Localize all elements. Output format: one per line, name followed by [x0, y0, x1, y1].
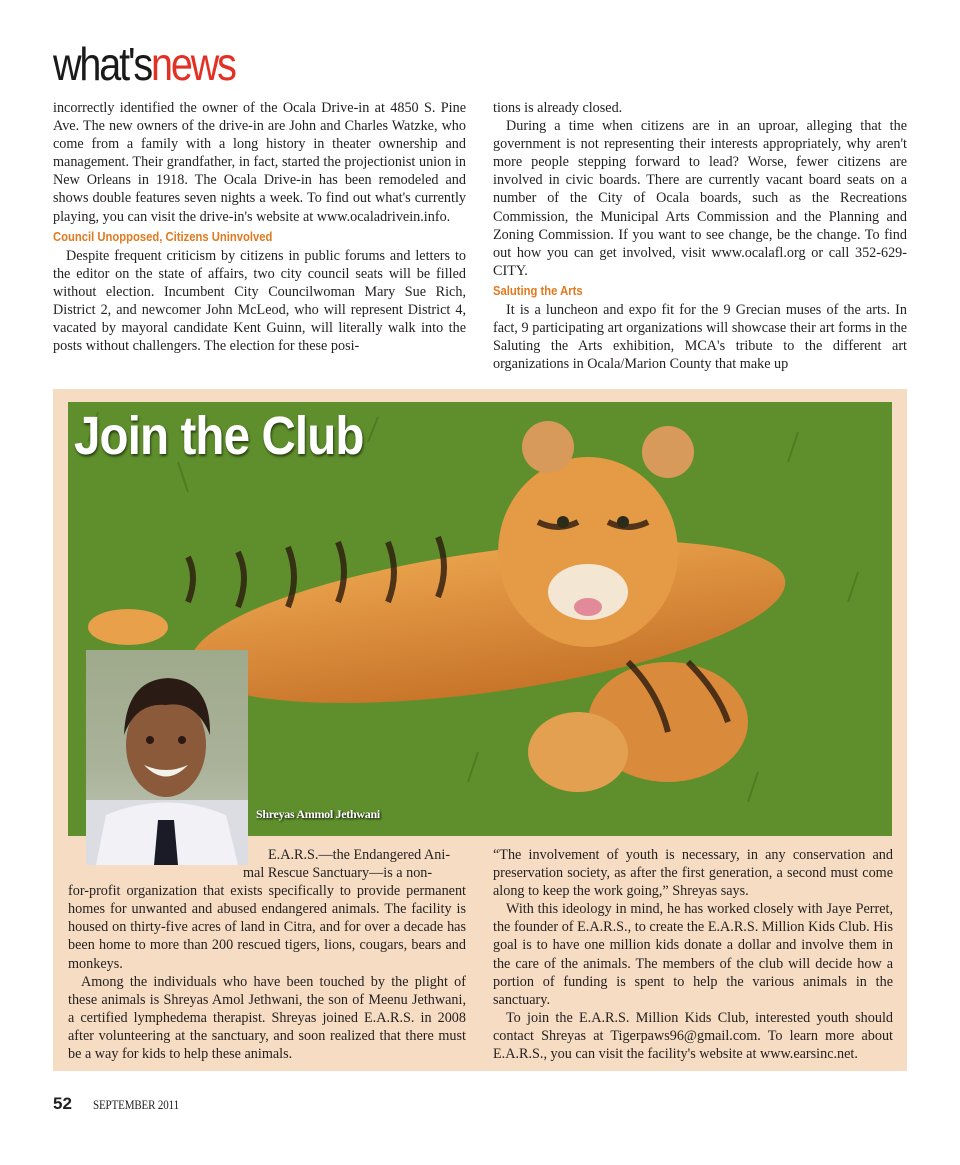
- paragraph: With this ideology in mind, he has worked closely with Jaye Perret, the founder of E.A.R.S., to create the E.A.R.S. Million Kids Club. His goal is to have one million kids donate a dollar and involve them in the care of the animals. The members of the club will decide how a portion of funding is spent to help the various animals in the sanctuary.: [493, 901, 893, 1008]
- masthead-news: news: [150, 38, 235, 90]
- paragraph: It is a luncheon and expo fit for the 9 Grecian muses of the arts. In fact, 9 participating art organizations will showcase their art forms in the Saluting the Arts exhibition, MCA's tribute to the different art organizations in Ocala/Marion County that make up: [493, 301, 907, 373]
- section-heading: Council Unopposed, Citizens Uninvolved: [53, 229, 273, 244]
- paragraph: Among the individuals who have been touched by the plight of these animals is Shreyas Amol Jethwani, the son of Meenu Jethwani, a certified lymphedema therapist. Shreyas joined E.A.R.S. in 2008 after volunteering at the sanctuary, and soon realized that there must be a way for kids to help these animals.: [68, 973, 466, 1063]
- feature-column-left: [68, 846, 466, 1063]
- paragraph: To join the E.A.R.S. Million Kids Club, interested youth should contact Shreyas at Tigerpaws96@gmail.com. To learn more about E.A.R.S., you can visit the facility's website at www.earsinc.net.: [493, 1009, 893, 1063]
- paragraph-line: mal Rescue Sanctuary—is a non-: [243, 865, 433, 882]
- portrait-photo: [86, 650, 248, 865]
- page-number: 52: [53, 1094, 72, 1113]
- section-heading: Saluting the Arts: [493, 283, 583, 298]
- masthead-whats: what's: [53, 38, 151, 90]
- paragraph: tions is already closed.: [493, 100, 623, 116]
- photo-caption: Shreyas Ammol Jethwani: [256, 807, 380, 821]
- feature-column-right: [493, 846, 893, 1063]
- paragraph: incorrectly identified the owner of the Ocala Drive-in at 4850 S. Pine Ave. The new owners of the drive-in are John and Charles Watzke, who come from a family with a long history in theater ownership and management. Their grandfather, in fact, started the projectionist union in New Orleans in 1918. The Ocala Drive-in has been remodeled and shows double features seven nights a week. To find out what's currently playing, you can visit the drive-in's website at www.ocaladrivein.info.: [53, 100, 466, 225]
- issue-date: SEPTEMBER 2011: [93, 1097, 179, 1112]
- quote-paragraph: “The involvement of youth is necessary, in any conservation and preservation society, as after the first generation, a second must come along to keep the work going,” Shreyas says.: [493, 847, 893, 900]
- column-left: [53, 99, 466, 355]
- feature-title: Join the Club: [74, 406, 364, 466]
- paragraph: Despite frequent criticism by citizens in public forums and letters to the editor on the state of affairs, two city council seats will be filled without election. Incumbent City Councilwoman Mary Sue Rich, District 2, and newcomer John McLeod, who will represent District 4, vacated by mayoral candidate Kent Guinn, will literally walk into the posts without challengers. The election for these posi-: [53, 247, 466, 355]
- column-right: [493, 99, 907, 373]
- paragraph-line: E.A.R.S.—the Endangered Ani-: [268, 847, 451, 863]
- masthead: [53, 40, 235, 88]
- paragraph: for-profit organization that exists specifically to provide permanent homes for unwanted and abused endangered animals. The facility is housed on thirty-five acres of land in Citra, and for over a decade has been home to more than 200 rescued tigers, lions, cougars, bears and monkeys.: [68, 883, 466, 972]
- paragraph: During a time when citizens are in an uproar, alleging that the government is not representing their interests appropriately, why aren't more people stepping forward to lead? Worse, fewer citizens are involved in civic boards. There are currently vacant board seats on a number of the City of Ocala boards, such as the Recreations Commission, the Municipal Arts Commission and the Planning and Zoning Commission. If you want to see change, be the change. To find out how you can get involved, visit www.ocalafl.org or call 352-629-CITY.: [493, 118, 907, 279]
